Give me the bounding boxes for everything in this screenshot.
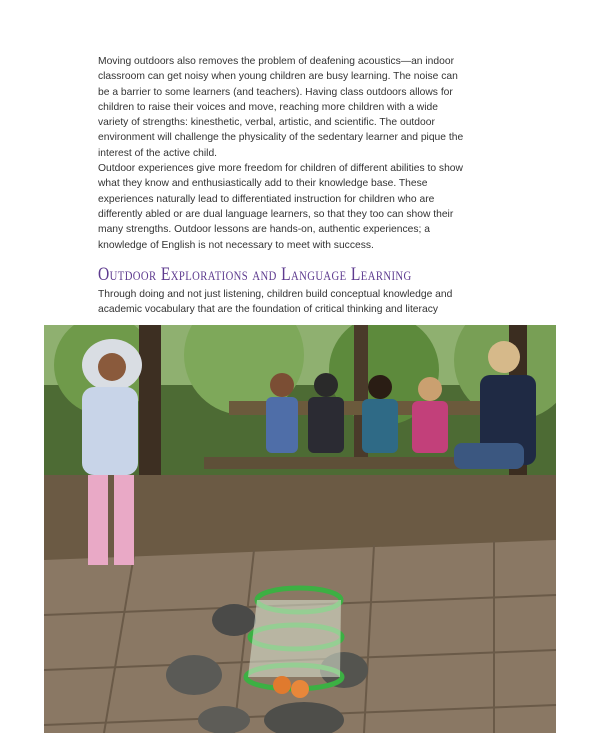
body-text bbox=[98, 54, 470, 253]
classroom-outdoor-photo bbox=[44, 325, 556, 733]
paragraph-1: Moving outdoors also removes the problem of deafening acoustics—an indoor classroom can get noisy when young children are busy learning. The noise can be a barrier to some learners (and teachers). Having class outdoors allows for children to raise their voices and move, reaching more children with a wide variety of strengths: kinesthetic, verbal, artistic, and scientific. The outdoor environment will challenge the physicality of the sedentary learner and pique the interest of the active child. bbox=[98, 56, 464, 159]
section-intro: Through doing and not just listening, children build conceptual knowledge and academic vocabulary that are the foundation of critical thinking and literacy bbox=[98, 289, 453, 316]
section-heading: Outdoor Explorations and Language Learning bbox=[98, 264, 412, 285]
paragraph-2: Outdoor experiences give more freedom for children of different abilities to show what they know and enthusiastically add to their knowledge base. These experiences naturally lead to differentiated instruction for children who are differently abled or are dual language learners, so that they too can show their many strengths. Outdoor lessons are hands-on, authentic experiences; a knowledge of English is not necessary to meet with success. bbox=[98, 163, 463, 251]
